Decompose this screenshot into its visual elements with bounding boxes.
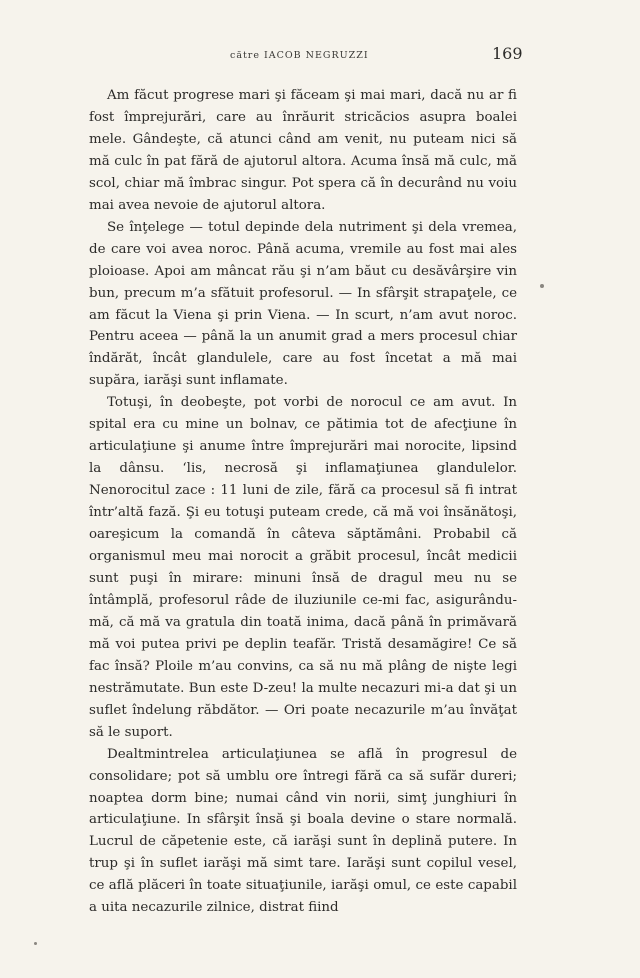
paragraph: Totuşi, în deobeşte, pot vorbi de norocul ce am avut. In spital era cu mine un bolnav, ce pătimia tot de afecţiune în articulaţiune şi anume între împrejurări mai norocite, lipsind la dânsu. ʻlis, necrosă şi inflamaţiunea glandulelor. Nenorocitul zace : 11 luni de zile, fără ca procesul să fi intrat într’altă fază. Şi eu totuşi puteam crede, că mă voi însănătoşi, oareşicum la comandă în câteva săptămâni. Probabil că organismul meu mai norocit a grăbit procesul, încât medicii sunt puşi în mirare: minuni însă de dragul meu nu se întâmplă, profesorul râde de iluziunile ce-mi fac, asigurându-mă, că mă va gratula din toată inima, dacă până în primăvară mă voi putea privi pe deplin teafăr. Tristă desamăgire! Ce să fac însă? Ploile m’au convins, ca să nu mă plâng de nişte legi nestrămutate. Bun este D-zeu! la multe necazuri mi-a dat şi un suflet îndelung răbdător. — Ori poate necazurile m’au învăţat să le suport.: [89, 395, 517, 740]
paragraph: Am făcut progrese mari şi făceam şi mai mari, dacă nu ar fi fost împrejurări, care au înrăurit stricăcios asupra boalei mele. Gândeşte, că atunci când am venit, nu puteam nici să mă culc în pat fără de ajutorul altora. Acuma însă mă culc, mă scol, chiar mă îmbrac singur. Pot spera că în decurând nu voiu mai avea nevoie de ajutorul altora.: [89, 88, 517, 213]
running-title: către IACOB NEGRUZZI: [230, 50, 369, 61]
page-header: [0, 42, 640, 68]
page-number: 169: [492, 44, 523, 63]
paragraph: Se înţelege — totul depinde dela nutriment şi dela vremea, de care voi avea noroc. Până acuma, vremile au fost mai ales ploioase. Apoi am mâncat rău şi n’am băut cu desăvârşire vin bun, precum m’a sfătuit profesorul. — In sfârşit strapaţele, ce am făcut la Viena şi prin Viena. — In scurt, n’am avut noroc. Pentru aceea — până la un anumit grad a mers procesul chiar îndărăt, încât glandulele, care au fost încetat a mă mai supăra, iarăşi sunt inflamate.: [89, 219, 517, 389]
paper-speck: [540, 284, 544, 288]
paragraph: Dealtmintrelea articulaţiunea se află în progresul de consolidare; pot să umblu ore întregi fără ca să sufăr dureri; noaptea dorm bine; numai când vin norii, simţ junghiuri în articulaţiune. In sfârşit însă şi boala devine o stare normală. Lucrul de căpetenie este, că iarăşi sunt în deplină putere. In trup şi în suflet iarăşi mă simt tare. Iarăşi sunt copilul vesel, ce află plăceri în toate situaţiunile, iarăşi omul, ce este capabil a uita necazurile zilnice, distrat fiind: [89, 746, 517, 916]
body-text: [89, 85, 517, 919]
paper-speck: [34, 942, 37, 945]
